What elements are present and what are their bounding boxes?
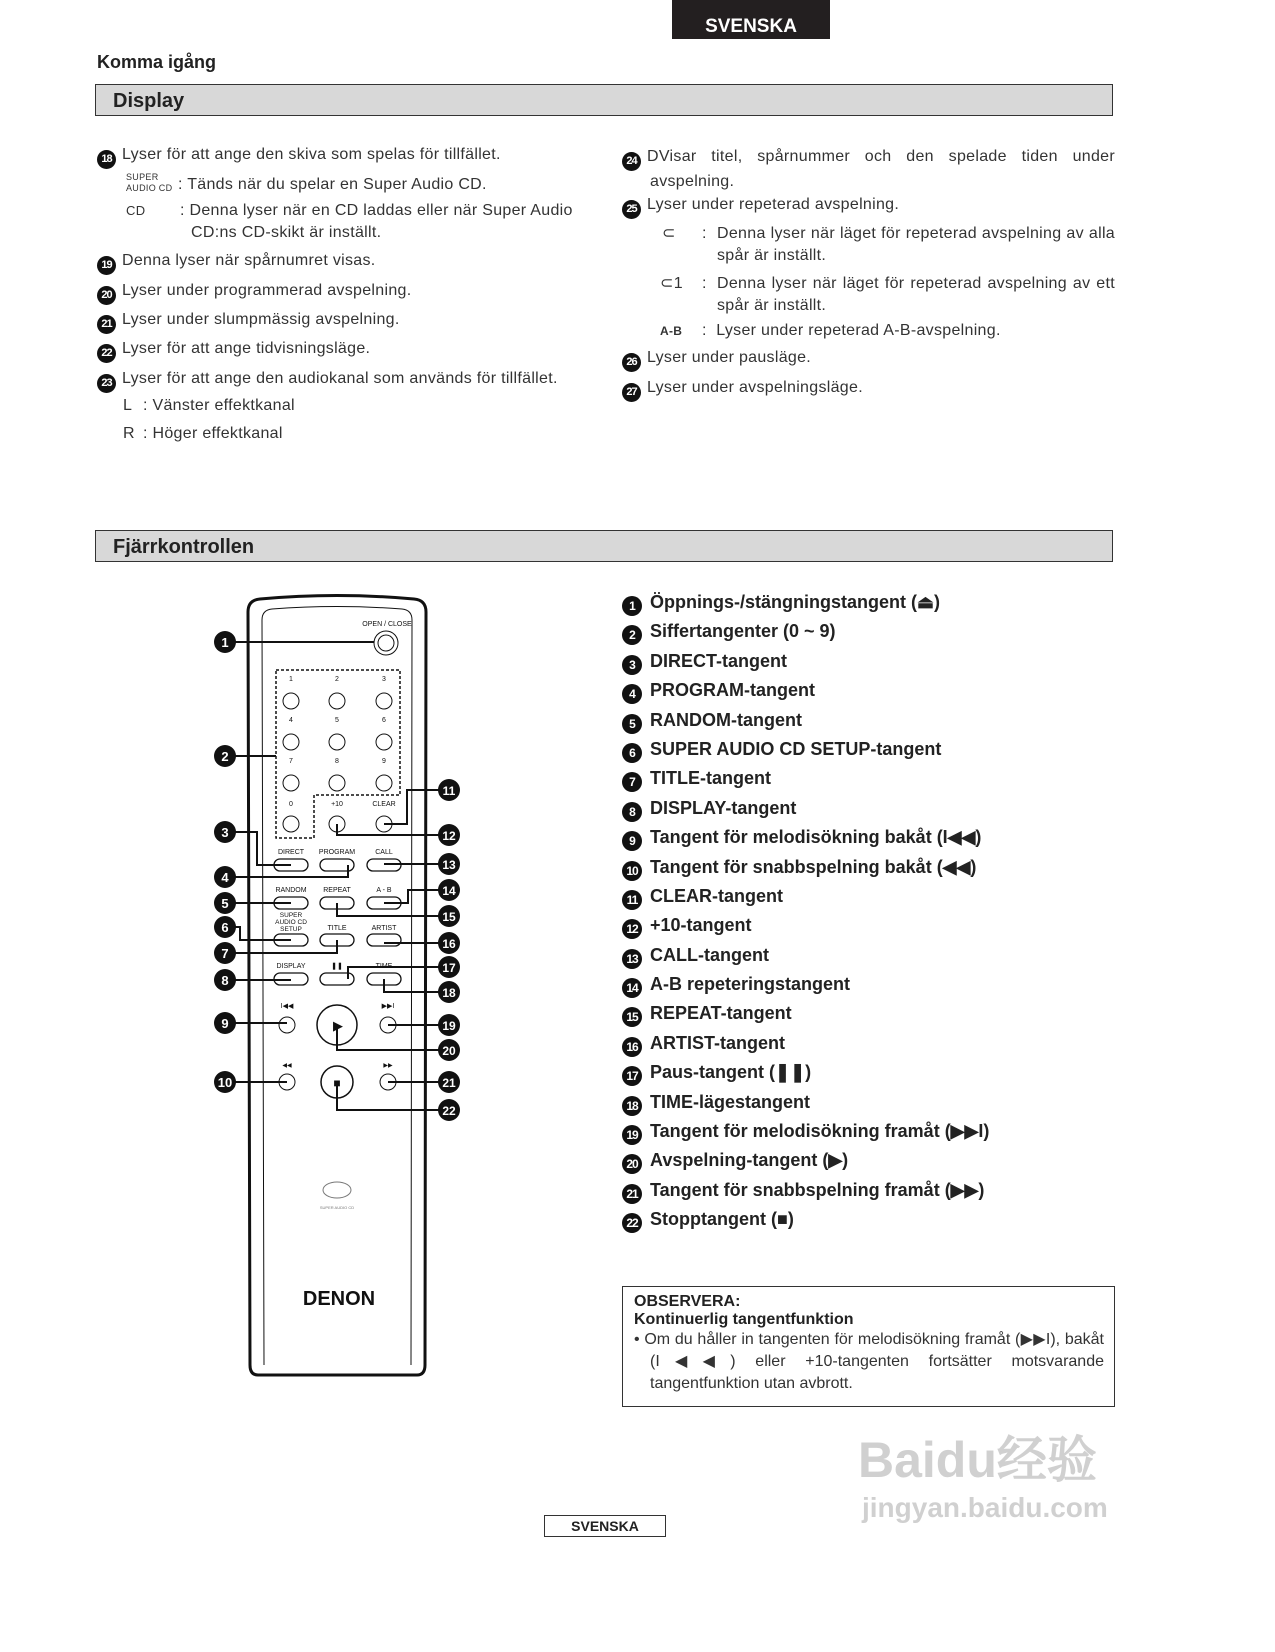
artist-label: ARTIST (371, 925, 397, 932)
digit-label: 4 (289, 717, 293, 724)
digit-button (376, 775, 392, 791)
remote-list-text: DISPLAY-tangent (650, 797, 797, 818)
digit-button (329, 693, 345, 709)
remote-list-text: Paus-tangent (❚❚) (650, 1062, 812, 1083)
note-subtitle: Kontinuerlig tangentfunktion (634, 1311, 854, 1328)
callout-number: 16 (442, 937, 456, 951)
remote-list-text: Stopptangent (■) (650, 1209, 794, 1230)
callout-number: 3 (221, 825, 229, 840)
indicator-label: CD (126, 203, 146, 218)
remote-list-item (622, 945, 989, 974)
callout-number: 15 (622, 1007, 642, 1027)
display-item-text: Lyser under pausläge. (647, 349, 812, 366)
remote-list-item (622, 857, 989, 886)
callout-number: 27 (622, 383, 641, 402)
remote-list-text: Tangent för snabbspelning framåt (▶▶) (650, 1179, 985, 1200)
digit-label: 2 (335, 676, 339, 683)
remote-list-item (622, 592, 989, 621)
callout-number: 4 (622, 684, 642, 704)
repeat-label: REPEAT (323, 887, 351, 894)
digit-button (283, 816, 299, 832)
callout-number: 12 (622, 919, 642, 939)
digit-button (283, 693, 299, 709)
remote-list-text: Siffertangenter (0 ~ 9) (650, 621, 836, 642)
callout-number: 20 (622, 1154, 642, 1174)
ab-indicator-label: A-B (660, 324, 683, 338)
language-tab: SVENSKA (672, 0, 830, 39)
callout-number: 16 (622, 1037, 642, 1057)
fast-forward-icon: ▶▶ (383, 1063, 393, 1069)
callout-number: 14 (442, 884, 456, 898)
repeat-one-icon: ⊂1 (660, 275, 683, 292)
remote-list-item (622, 1092, 989, 1121)
footer-language: SVENSKA (544, 1515, 666, 1537)
remote-list-item (622, 651, 989, 680)
random-label: RANDOM (275, 887, 307, 894)
remote-list-text: CALL-tangent (650, 944, 769, 965)
remote-list-text: TITLE-tangent (650, 768, 771, 789)
sacd-setup-label: SETUP (280, 926, 302, 933)
callout-number: 21 (97, 315, 116, 334)
watermark-brand: Baidu经验 (858, 1432, 1097, 1488)
display-item-text: Lyser under repeterad avspelning. (647, 196, 900, 213)
call-label: CALL (375, 849, 393, 856)
callout-number: 19 (622, 1125, 642, 1145)
callout-number: 11 (622, 890, 642, 910)
watermark (858, 1420, 1108, 1524)
remote-list-text: Tangent för melodisökning bakåt (I◀◀) (650, 827, 982, 848)
remote-heading: Fjärrkontrollen (95, 530, 1113, 562)
section-kicker: Komma igång (97, 52, 217, 72)
callout-number: 24 (622, 152, 641, 171)
digit-button (376, 734, 392, 750)
display-heading: Display (95, 84, 1113, 116)
callout-number: 11 (442, 784, 456, 798)
callout-number: 6 (221, 920, 229, 935)
display-item-text: Denna lyser när spårnumret visas. (122, 252, 376, 269)
display-item-text: Lyser för att ange den audiokanal som används för tillfället. (122, 370, 558, 387)
digit-label: 5 (335, 717, 339, 724)
remote-list-text: CLEAR-tangent (650, 885, 783, 906)
remote-list-item (622, 621, 989, 650)
indicator-label: R (123, 425, 135, 442)
callout-number: 2 (622, 625, 642, 645)
callout-number: 18 (442, 986, 456, 1000)
callout-number: 23 (97, 374, 116, 393)
open-close-label: OPEN / CLOSE (362, 621, 412, 628)
callout-number: 22 (97, 344, 116, 363)
digit-button (283, 734, 299, 750)
next-icon: ▶▶I (381, 1003, 395, 1010)
digit-label: 9 (382, 758, 386, 765)
display-item-text: Lyser under programmerad avspelning. (122, 282, 412, 299)
remote-list-text: Öppnings-/stängningstangent (⏏) (650, 592, 940, 612)
remote-list-text: +10-tangent (650, 915, 752, 936)
display-item-text: Lyser under repeterad A-B-avspelning. (716, 322, 1001, 339)
remote-list-item (622, 798, 989, 827)
display-item-text: Lyser under slumpmässig avspelning. (122, 311, 400, 328)
remote-list-text: PROGRAM-tangent (650, 680, 815, 701)
callout-number: 22 (622, 1213, 642, 1233)
direct-label: DIRECT (277, 849, 305, 856)
callout-number: 5 (221, 896, 229, 911)
callout-number: 20 (442, 1044, 456, 1058)
callout-number: 19 (97, 256, 116, 275)
remote-button-list (622, 592, 989, 1239)
display-item-text: Lyser under avspelningsläge. (647, 379, 863, 396)
callout-number: 1 (622, 596, 642, 616)
repeat-all-icon: ⊂ (662, 225, 676, 242)
remote-list-item (622, 1062, 989, 1091)
callout-number: 10 (217, 1075, 233, 1090)
sacd-setup-label: SUPER (279, 912, 303, 919)
callout-number: 10 (622, 861, 642, 881)
callout-number: 8 (221, 973, 229, 988)
display-item-text: : Denna lyser när en CD laddas eller när Super Audio (180, 202, 573, 219)
digit-label: 1 (289, 676, 293, 683)
note-bullet: • Om du håller in tangenten för melodisökning framåt (▶▶I), bakåt (I◀◀) eller +10-tangenten fortsätter motsvarande tangentfunktion utan avbrott. (634, 1331, 1104, 1392)
digit-button (329, 775, 345, 791)
display-item-text: : Tänds när du spelar en Super Audio CD. (178, 176, 487, 193)
callout-number: 7 (221, 946, 229, 961)
sacd-logo-text: SUPER AUDIO CD (319, 1205, 355, 1210)
callout-number: 3 (622, 655, 642, 675)
callout-number: 26 (622, 353, 641, 372)
remote-list-text: Tangent för snabbspelning bakåt (◀◀) (650, 856, 977, 877)
clear-label: CLEAR (372, 801, 396, 808)
remote-list-item (622, 827, 989, 856)
remote-list-item (622, 680, 989, 709)
remote-list-text: Avspelning-tangent (▶) (650, 1150, 849, 1171)
remote-list-text: Tangent för melodisökning framåt (▶▶I) (650, 1121, 990, 1142)
display-label: DISPLAY (276, 963, 306, 970)
digit-label: 3 (382, 676, 386, 683)
stop-icon: ■ (333, 1076, 341, 1090)
remote-list-item (622, 974, 989, 1003)
callout-number: 22 (442, 1104, 456, 1118)
callout-number: 5 (622, 714, 642, 734)
remote-list-text: REPEAT-tangent (650, 1003, 792, 1024)
display-item-text: Denna lyser när läget för repeterad avspelning av alla spår är inställt. (717, 225, 1115, 264)
callout-number: 2 (221, 749, 229, 764)
remote-list-text: TIME-lägestangent (650, 1091, 811, 1112)
note-box (622, 1286, 1115, 1407)
callout-number: 17 (442, 961, 456, 975)
note-title: OBSERVERA: (634, 1293, 741, 1310)
digit-button (376, 693, 392, 709)
callout-number: 9 (622, 831, 642, 851)
play-icon: ▶ (333, 1018, 343, 1033)
digit-button (329, 734, 345, 750)
display-item-text: Denna lyser när läget för repeterad avspelning av ett spår är inställt. (717, 275, 1115, 314)
sacd-setup-label: AUDIO CD (275, 919, 307, 926)
artist-button (367, 934, 401, 946)
remote-list-item (622, 710, 989, 739)
display-item-text: : Höger effektkanal (143, 425, 283, 442)
manual-page: SVENSKA Komma igång Display 18 Lyser för att ange den skiva som spelas för tillfället. SUPER AUDIO CD : Tänds när du spelar en Super Audio CD. CD : Denna lyser när en CD laddas eller när Super Audio CD:ns CD-skikt är inställt. 19 Denna lyser när spårnumret visas. 20 Lyser under programmerad avspelning. 21 Lyser under slumpmässig avspelning. 22 Lyser för att ange tidvisningsläge. 23 Lyser för att ange den audiokanal som används för tillfället. L : Vänster effektkanal R : Höger effektkanal 24 DVisar titel, spårnummer och den spelade tiden under avspelning. 25 Lyser under repeterad avspelning. ⊂ : Denna lyser när läget för repeterad avspelning av alla spår är inställt. ⊂1 : Denna lyser när läget för repeterad avspelning av ett spår är inställt. A-B : Lyser under repeterad A-B-avspelning. 26 Lyser under pausläge. 27 Lyser under avspelningsläge. Fjärrkontrollen OPEN / CLOSE 1 2 3 4 5 6 7 8 9 0 +10 CLEAR DIRECT PROGRAM CALL RANDOM REPEAT A - B TITLE ARTIST DISPLAY ❚❚ TIME SUPER AUDIO CD SETUP I◀◀ ▶▶I ▶ ◀◀ ▶▶ ■ SUPER AUDIO CD DENON 1 2 3 4 5 6 7 8 9 10 11 12 13 14 15 16 17 18 19 20 21 22 1 Öppnings-/stängningstangent (⏏) 2 Siffertangenter (0 ~ 9) 3 DIRECT-tangent 4 PROGRAM-tangent 5 RANDOM-tangent 6 SUPER AUDIO CD SETUP-tangent 7 TITLE-tangent 8 DISPLAY-tangent 9 Tangent för melodisökning bakåt (I◀◀) 10 Tangent för snabbspelning bakåt (◀◀) 11 CLEAR-tangent 12 +10-tangent 13 CALL-tangent 14 A-B repeteringstangent 15 REPEAT-tangent 16 ARTIST-tangent 17 Paus-tangent (❚❚) 18 TIME-lägestangent 19 Tangent för melodisökning framåt (▶▶I) 20 Avspelning-tangent (▶) 21 Tangent för snabbspelning framåt (▶▶) 22 Stopptangent (■) OBSERVERA: Kontinuerlig tangentfunktion • Om du håller in tangenten för melodisökning framåt (▶▶I), bakåt (I◀◀) eller +10-tangenten fortsätter motsvarande tangentfunktion utan avbrott. SVENSKA Baidu经验 jingyan.baidu.com (0, 0, 1275, 1652)
remote-list-item (622, 1033, 989, 1062)
callout-number: 4 (221, 870, 229, 885)
digit-button (283, 775, 299, 791)
open-close-button (378, 635, 394, 651)
indicator-label: SUPER AUDIO CD (126, 172, 173, 193)
digit-label: 0 (289, 801, 293, 808)
indicator-label: L (123, 397, 133, 414)
digit-label: 7 (289, 758, 293, 765)
callout-number: 18 (97, 150, 116, 169)
sacd-logo (323, 1182, 351, 1198)
callout-number: 6 (622, 743, 642, 763)
digit-label: 6 (382, 717, 386, 724)
callout-number: 21 (622, 1184, 642, 1204)
ab-label: A - B (376, 887, 392, 894)
remote-list-item (622, 1180, 989, 1209)
remote-list-text: ARTIST-tangent (650, 1032, 785, 1053)
callout-number: 15 (442, 910, 456, 924)
display-item-text: Lyser för att ange den skiva som spelas för tillfället. (122, 146, 501, 163)
callout-number: 13 (622, 949, 642, 969)
plus10-label: +10 (331, 801, 343, 808)
callout-number: 14 (622, 978, 642, 998)
callout-number: 17 (622, 1066, 642, 1086)
display-item-text: DVisar titel, spårnummer och den spelade tiden under avspelning. (647, 148, 1115, 190)
remote-list-text: DIRECT-tangent (650, 650, 787, 671)
rewind-icon: ◀◀ (282, 1063, 292, 1069)
display-item-text: Lyser för att ange tidvisningsläge. (122, 340, 371, 357)
program-label: PROGRAM (318, 849, 356, 856)
remote-list-text: RANDOM-tangent (650, 709, 802, 730)
remote-control-diagram (0, 0, 640, 1400)
remote-list-item (622, 768, 989, 797)
remote-list-item (622, 1209, 989, 1238)
prev-icon: I◀◀ (280, 1003, 294, 1010)
callout-number: 13 (442, 858, 456, 872)
callout-number: 8 (622, 802, 642, 822)
callout-number: 7 (622, 772, 642, 792)
callout-number: 9 (221, 1016, 229, 1031)
remote-list-item (622, 1003, 989, 1032)
remote-list-item (622, 886, 989, 915)
callout-number: 25 (622, 200, 641, 219)
callout-number: 18 (622, 1096, 642, 1116)
remote-list-item (622, 1121, 989, 1150)
time-label: TIME (375, 963, 393, 970)
pause-label: ❚❚ (331, 963, 343, 970)
skip-back-button (279, 1017, 295, 1033)
digit-label: 8 (335, 758, 339, 765)
remote-list-item (622, 915, 989, 944)
remote-list-item (622, 739, 989, 768)
callout-number: 12 (442, 829, 456, 843)
remote-list-text: A-B repeteringstangent (650, 974, 851, 995)
title-label: TITLE (327, 925, 347, 932)
callout-number: 21 (442, 1076, 456, 1090)
callout-number: 19 (442, 1019, 456, 1033)
display-item-text: CD:ns CD-skikt är inställt. (191, 224, 382, 241)
callout-number: 1 (221, 635, 229, 650)
watermark-url: jingyan.baidu.com (862, 1492, 1108, 1523)
remote-list-item (622, 1150, 989, 1179)
display-item-text: : Vänster effektkanal (143, 397, 295, 414)
denon-logo: DENON (302, 1288, 376, 1310)
callout-number: 20 (97, 286, 116, 305)
remote-list-text: SUPER AUDIO CD SETUP-tangent (650, 738, 942, 759)
